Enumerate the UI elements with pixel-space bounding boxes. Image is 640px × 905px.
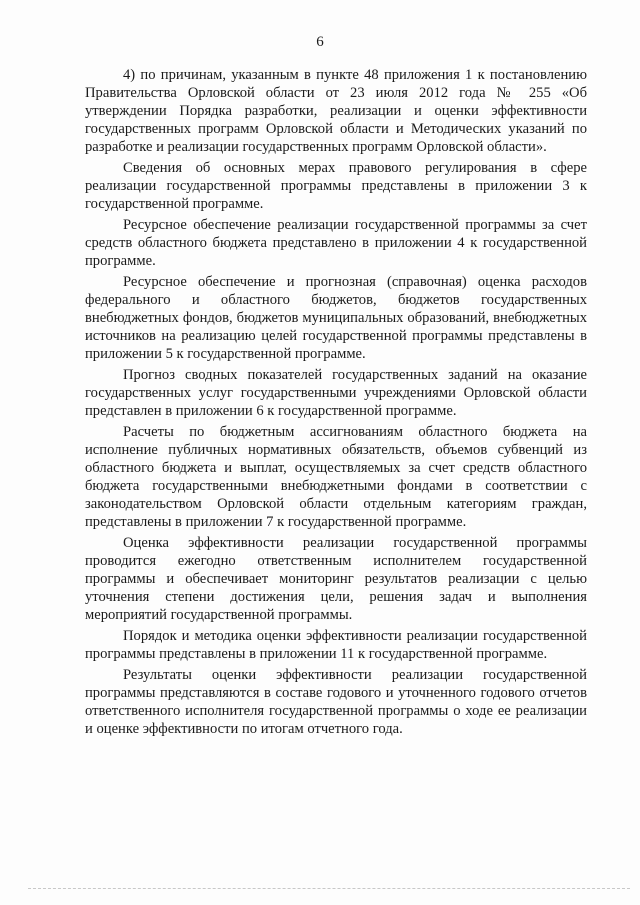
paragraph: Оценка эффективности реализации государственной программы проводится ежегодно ответственным исполнителем государственной программы и обеспечивает мониторинг результатов реализации с целью уточнения степени достижения цели, решения задач и выполнения мероприятий государственной программы.: [85, 535, 587, 623]
paragraph: Ресурсное обеспечение реализации государственной программы за счет средств областного бюджета представлено в приложении 4 к государственной программе.: [85, 217, 587, 269]
paragraph: Результаты оценки эффективности реализации государственной программы представляются в составе годового и уточненного годового отчетов ответственного исполнителя государственной программы о ходе ее реализации и оценке эффективности по итогам отчетного года.: [85, 667, 587, 737]
page-number: 6: [316, 34, 324, 50]
paragraph: Порядок и методика оценки эффективности реализации государственной программы представлены в приложении 11 к государственной программе.: [85, 628, 587, 662]
paragraph: Сведения об основных мерах правового регулирования в сфере реализации государственной программы представлены в приложении 3 к государственной программе.: [85, 160, 587, 212]
page-bottom-rule: [28, 888, 630, 889]
paragraph: Прогноз сводных показателей государственных заданий на оказание государственных услуг государственными учреждениями Орловской области представлен в приложении 6 к государственной программе.: [85, 367, 587, 419]
paragraph: 4) по причинам, указанным в пункте 48 приложения 1 к постановлению Правительства Орловской области от 23 июля 2012 года № 255 «Об утверждении Порядка разработки, реализации и оценки эффективности государственных программ Орловской области и Методических указаний по разработке и реализации государственных программ Орловской области».: [85, 67, 587, 155]
paragraph: Ресурсное обеспечение и прогнозная (справочная) оценка расходов федерального и областного бюджетов, бюджетов государственных внебюджетных фондов, бюджетов муниципальных образований, внебюджетных источников на реализацию целей государственной программы представлены в приложении 5 к государственной программе.: [85, 274, 587, 362]
paragraph: Расчеты по бюджетным ассигнованиям областного бюджета на исполнение публичных нормативных обязательств, объемов субвенций из областного бюджета и выплат, осуществляемых за счет средств областного бюджета государственными внебюджетными фондами в соответствии с законодательством Орловской области отдельным категориям граждан, представлены в приложении 7 к государственной программе.: [85, 424, 587, 530]
document-body: [85, 66, 587, 741]
